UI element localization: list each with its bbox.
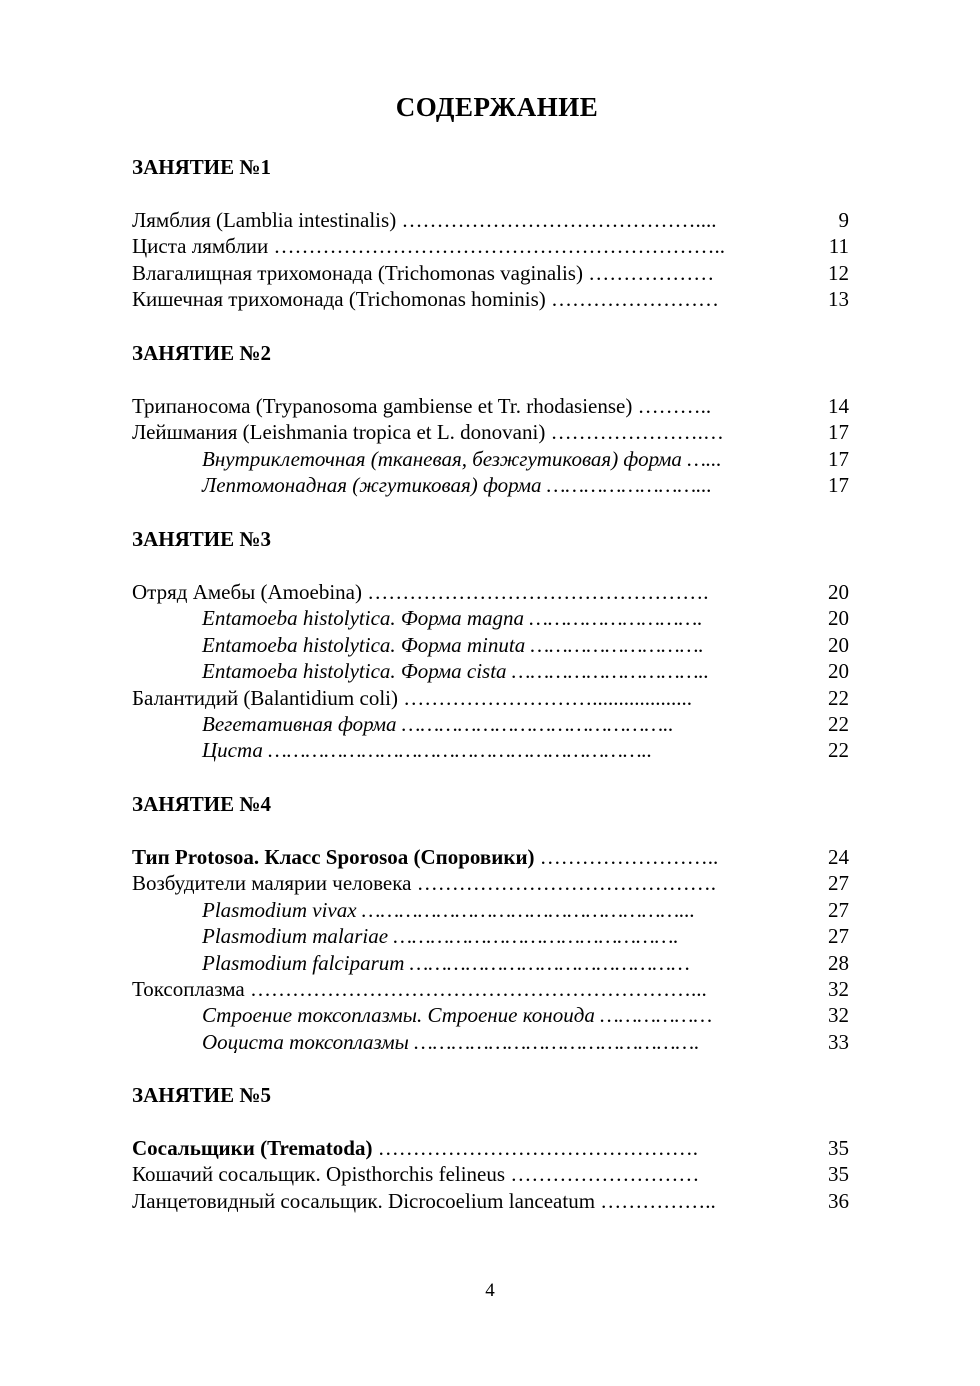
entry-title: Строение токсоплазмы. Строение коноида (202, 1003, 595, 1028)
dot-leader: ………………………….. (506, 659, 710, 684)
dot-leader: ……………… (594, 1003, 713, 1028)
toc-entry-text (202, 711, 674, 737)
entry-title: Циста лямблии (132, 234, 269, 259)
toc-entry (0, 605, 980, 631)
section-heading: ЗАНЯТИЕ №4 (132, 792, 271, 816)
entry-title: Балантидий (Balantidium coli) (132, 685, 398, 710)
dot-leader: …………………………………….... (396, 208, 717, 232)
entry-page-number: 17 (828, 446, 849, 471)
toc-entry (0, 233, 980, 259)
dot-leader: ………………….… (545, 420, 724, 445)
toc-entry-text (132, 260, 714, 286)
entry-page-number: 28 (828, 950, 849, 975)
entry-page-number: 32 (828, 977, 849, 1001)
dot-leader: ……………………… (505, 1162, 700, 1187)
entry-page-number: 27 (828, 871, 849, 896)
dot-leader: …………………………………….. (396, 712, 674, 736)
entry-page-number: 24 (828, 845, 849, 869)
toc-entry (0, 976, 980, 1002)
toc-entry-text (132, 207, 716, 233)
entry-page-number: 20 (828, 606, 849, 631)
toc-entry (0, 737, 980, 763)
dot-leader: …………………… (545, 287, 720, 312)
toc-entry-text (202, 923, 679, 949)
dot-leader: ………………………………………. (408, 1029, 700, 1054)
entry-title: Ооциста токсоплазмы (202, 1029, 409, 1054)
toc-entry (0, 844, 980, 870)
toc-entry (0, 1002, 980, 1028)
toc-entry (0, 472, 980, 498)
dot-leader: ………………………. (525, 632, 704, 657)
entry-title: Вегетативная форма (202, 712, 397, 736)
entry-title: Entamoeba histolytica. Форма minuta (202, 632, 526, 657)
entry-page-number: 12 (828, 260, 849, 285)
toc-entry-text (132, 233, 725, 259)
entry-page-number: 22 (828, 685, 849, 710)
toc-entry (0, 419, 980, 445)
entry-page-number: 11 (828, 234, 849, 259)
toc-entry (0, 1188, 980, 1214)
entry-title: Лямблия (Lamblia intestinalis) (132, 208, 397, 232)
toc-entry (0, 632, 980, 658)
toc-entry (0, 446, 980, 472)
toc-entry-text (202, 446, 722, 472)
dot-leader: ………………………………………. (372, 1136, 698, 1160)
toc-entry (0, 711, 980, 737)
toc-entry (0, 579, 980, 605)
entry-page-number: 9 (838, 208, 849, 232)
toc-entry-text (202, 632, 704, 658)
toc-entry (0, 685, 980, 711)
dot-leader: …... (681, 446, 722, 471)
entry-page-number: 35 (828, 1162, 849, 1187)
page-number: 4 (485, 1280, 495, 1301)
entry-page-number: 32 (828, 1003, 849, 1028)
entry-page-number: 27 (828, 924, 849, 949)
toc-entry-text (132, 870, 716, 896)
toc-entry-text (202, 658, 709, 684)
entry-title: Plasmodium malariae (202, 924, 389, 949)
entry-title: Отряд Амебы (Amoebina) (132, 580, 362, 604)
dot-leader: ……………………………………………………….. (268, 234, 726, 259)
toc-entry-text (202, 737, 652, 763)
entry-title: Тип Protosoa. Класс Sporosoa (Споровики) (132, 845, 535, 869)
dot-leader: …………………………………………. (361, 580, 709, 604)
dot-leader: …………….. (595, 1188, 716, 1213)
entry-page-number: 20 (828, 659, 849, 684)
toc-entry-text (132, 579, 708, 605)
dot-leader: ……………… (582, 260, 715, 285)
dot-leader: ………………………................... (397, 685, 692, 710)
toc-entry-text (202, 1002, 712, 1028)
entry-page-number: 22 (828, 712, 849, 736)
entry-page-number: 33 (828, 1029, 849, 1054)
toc-entry (0, 1029, 980, 1055)
toc-entry-text (132, 419, 724, 445)
toc-entry-text (132, 844, 718, 870)
toc-entry-text (132, 1135, 698, 1161)
entry-page-number: 22 (828, 738, 849, 763)
dot-leader: ……………………………………. (411, 871, 716, 896)
toc-entry (0, 870, 980, 896)
entry-page-number: 35 (828, 1136, 849, 1160)
toc-entry-text (132, 1188, 716, 1214)
entry-page-number: 13 (828, 287, 849, 312)
toc-entry-text (202, 1029, 699, 1055)
dot-leader: ………………………………………. (388, 924, 679, 949)
entry-title: Кишечная трихомонада (Trichomonas hominis) (132, 287, 546, 312)
toc-entry (0, 658, 980, 684)
entry-page-number: 36 (828, 1188, 849, 1213)
dot-leader: ……………………... (541, 473, 712, 498)
section-heading: ЗАНЯТИЕ №5 (132, 1083, 271, 1107)
dot-leader: …………………….. (534, 845, 719, 869)
entry-title: Entamoeba histolytica. Форма cista (202, 659, 507, 684)
toc-entry (0, 1135, 980, 1161)
toc-entry-text (132, 286, 719, 312)
toc-entry (0, 950, 980, 976)
entry-page-number: 27 (828, 897, 849, 922)
section-heading: ЗАНЯТИЕ №3 (132, 527, 271, 551)
dot-leader: ……….. (632, 394, 712, 418)
dot-leader: ……………………………………………... (356, 897, 695, 922)
entry-title: Plasmodium falciparum (202, 950, 405, 975)
section-heading: ЗАНЯТИЕ №1 (132, 155, 271, 179)
entry-title: Возбудители малярии человека (132, 871, 412, 896)
toc-entry (0, 260, 980, 286)
entry-page-number: 20 (828, 580, 849, 604)
page-title: СОДЕРЖАНИЕ (395, 92, 599, 122)
dot-leader: ………………………. (524, 606, 703, 631)
toc-entry-text (202, 897, 695, 923)
toc-entry (0, 207, 980, 233)
entry-page-number: 14 (828, 394, 849, 418)
toc-entry-text (132, 685, 692, 711)
toc-entry (0, 286, 980, 312)
entry-page-number: 17 (828, 420, 849, 445)
toc-entry (0, 393, 980, 419)
entry-title: Внутриклеточная (тканевая, безжгутиковая) форма (202, 446, 682, 471)
entry-title: Кошачий сосальщик. Opisthorchis felineus (132, 1162, 506, 1187)
toc-entry-text (202, 605, 703, 631)
dot-leader: ……………………………………… (404, 950, 690, 975)
entry-title: Влагалищная трихомонада (Trichomonas vaginalis) (132, 260, 583, 285)
toc-entry (0, 1161, 980, 1187)
toc-entry-text (132, 1161, 699, 1187)
entry-title: Трипаносома (Trypanosoma gambiense et Tr. rhodasiense) (132, 394, 633, 418)
entry-title: Plasmodium vivax (202, 897, 357, 922)
entry-title: Сосальщики (Trematoda) (132, 1136, 373, 1160)
dot-leader: …………………………………………………….. (262, 738, 653, 763)
toc-entry-text (132, 976, 707, 1002)
dot-leader: ………………………………………………………... (244, 977, 707, 1001)
entry-title: Циста (202, 738, 263, 763)
toc-entry-text (202, 950, 690, 976)
toc-entry-text (132, 393, 711, 419)
entry-title: Entamoeba histolytica. Форма magna (202, 606, 525, 631)
toc-entry (0, 897, 980, 923)
entry-page-number: 20 (828, 632, 849, 657)
entry-page-number: 17 (828, 473, 849, 498)
entry-title: Токсоплазма (132, 977, 245, 1001)
toc-entry-text (202, 472, 712, 498)
section-heading: ЗАНЯТИЕ №2 (132, 341, 271, 365)
toc-entry (0, 923, 980, 949)
entry-title: Лептомонадная (жгутиковая) форма (202, 473, 542, 498)
entry-title: Ланцетовидный сосальщик. Dicrocoelium lanceatum (132, 1188, 596, 1213)
entry-title: Лейшмания (Leishmania tropica et L. donovani) (132, 420, 546, 445)
